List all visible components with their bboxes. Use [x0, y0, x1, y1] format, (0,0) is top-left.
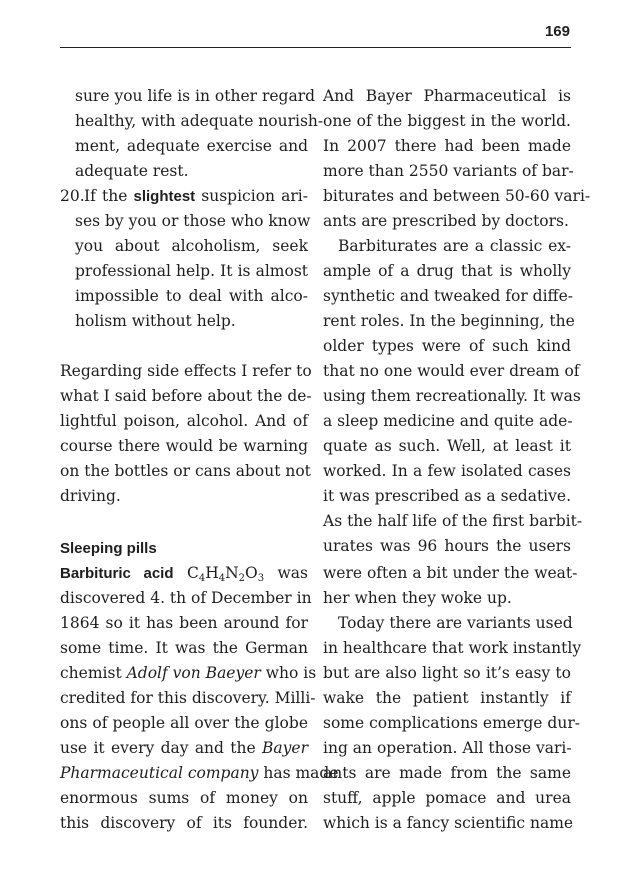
text-line: what I said before about the de-: [60, 387, 312, 405]
text-line: ing an operation. All those vari-: [323, 739, 572, 757]
text-line: professional help. It is almost: [75, 262, 308, 280]
text-line: And Bayer Pharmaceutical is: [323, 87, 571, 105]
text-line: stuff, apple pomace and urea: [323, 789, 571, 807]
text-line: lightful poison, alcohol. And of: [60, 412, 308, 430]
text-line: older types were of such kind: [323, 337, 571, 355]
text-line: biturates and between 50-60 vari-: [323, 187, 591, 205]
text-line: ample of a drug that is wholly: [323, 262, 571, 280]
text-line: were often a bit under the weat-: [323, 564, 578, 582]
text-line: Today there are variants used: [338, 614, 573, 632]
section-heading: Sleeping pills: [60, 540, 157, 557]
text-span: suspicion ari-: [195, 187, 308, 205]
formula: $C_4H_4N_2O_3$: [186, 564, 265, 584]
person-name: Adolf von Baeyer: [126, 664, 261, 682]
text-line: in healthcare that work instantly: [323, 639, 582, 657]
page-number: 169: [544, 23, 570, 40]
text-line: adequate rest.: [75, 162, 189, 180]
text-line: it was prescribed as a sedative.: [323, 487, 571, 505]
text-line: credited for this discovery. Milli-: [60, 689, 316, 707]
text-span: was: [264, 564, 308, 582]
text-line: wake the patient instantly if: [323, 689, 571, 707]
text-line: enormous sums of money on: [60, 789, 308, 807]
text-line: rent roles. In the beginning, the: [323, 312, 575, 330]
text-line: ants are made from the same: [323, 764, 571, 782]
text-line: ses by you or those who know: [75, 212, 311, 230]
text-line: synthetic and tweaked for diffe-: [323, 287, 573, 305]
text-line: this discovery of its founder.: [60, 814, 308, 832]
text-line: more than 2550 variants of bar-: [323, 162, 574, 180]
emphasis: Barbituric acid: [60, 565, 174, 582]
text-span: If the: [84, 187, 134, 205]
company-name: Bayer: [262, 739, 308, 757]
emphasis: slightest: [133, 188, 196, 205]
text-line: As the half life of the first barbit-: [323, 512, 583, 530]
text-line: course there would be warning: [60, 437, 308, 455]
text-line: that no one would ever dream of: [323, 362, 580, 380]
text-line: discovered 4. th of December in: [60, 589, 312, 607]
text-line: Regarding side effects I refer to: [60, 362, 312, 380]
list-number: 20.: [60, 187, 85, 205]
company-name: Pharmaceutical company: [60, 764, 259, 782]
text-line: one of the biggest in the world.: [323, 112, 571, 130]
text-line: chemist Adolf von Baeyer who is: [60, 664, 317, 682]
text-line: on the bottles or cans about not: [60, 462, 311, 480]
text-line: 1864 so it has been around for: [60, 614, 308, 632]
text-line: but are also light so it’s easy to: [323, 664, 571, 682]
text-line: sure you life is in other regard: [75, 87, 316, 105]
text-line: In 2007 there had been made: [323, 137, 571, 155]
text-line: a sleep medicine and quite ade-: [323, 412, 573, 430]
text-line: her when they woke up.: [323, 589, 512, 607]
text-line: healthy, with adequate nourish-: [75, 112, 324, 130]
text-line: use it every day and the Bayer: [60, 739, 308, 757]
text-line: holism without help.: [75, 312, 236, 330]
text-line: using them recreationally. It was: [323, 387, 581, 405]
text-line: driving.: [60, 487, 121, 505]
text-line: quate as such. Well, at least it: [323, 437, 571, 455]
text-line: ons of people all over the globe: [60, 714, 308, 732]
text-line: ants are prescribed by doctors.: [323, 212, 569, 230]
text-line: impossible to deal with alco-: [75, 287, 308, 305]
text-line: Pharmaceutical company has made: [60, 764, 339, 782]
text-line: which is a fancy scientific name: [323, 814, 574, 832]
text-line: you about alcoholism, seek: [75, 237, 308, 255]
text-line: some time. It was the German: [60, 639, 308, 657]
text-line: some complications emerge dur-: [323, 714, 580, 732]
text-line: Barbiturates are a classic ex-: [338, 237, 571, 255]
text-line: ment, adequate exercise and: [75, 137, 308, 155]
text-line: worked. In a few isolated cases: [323, 462, 571, 480]
text-line: urates was 96 hours the users: [323, 537, 571, 555]
